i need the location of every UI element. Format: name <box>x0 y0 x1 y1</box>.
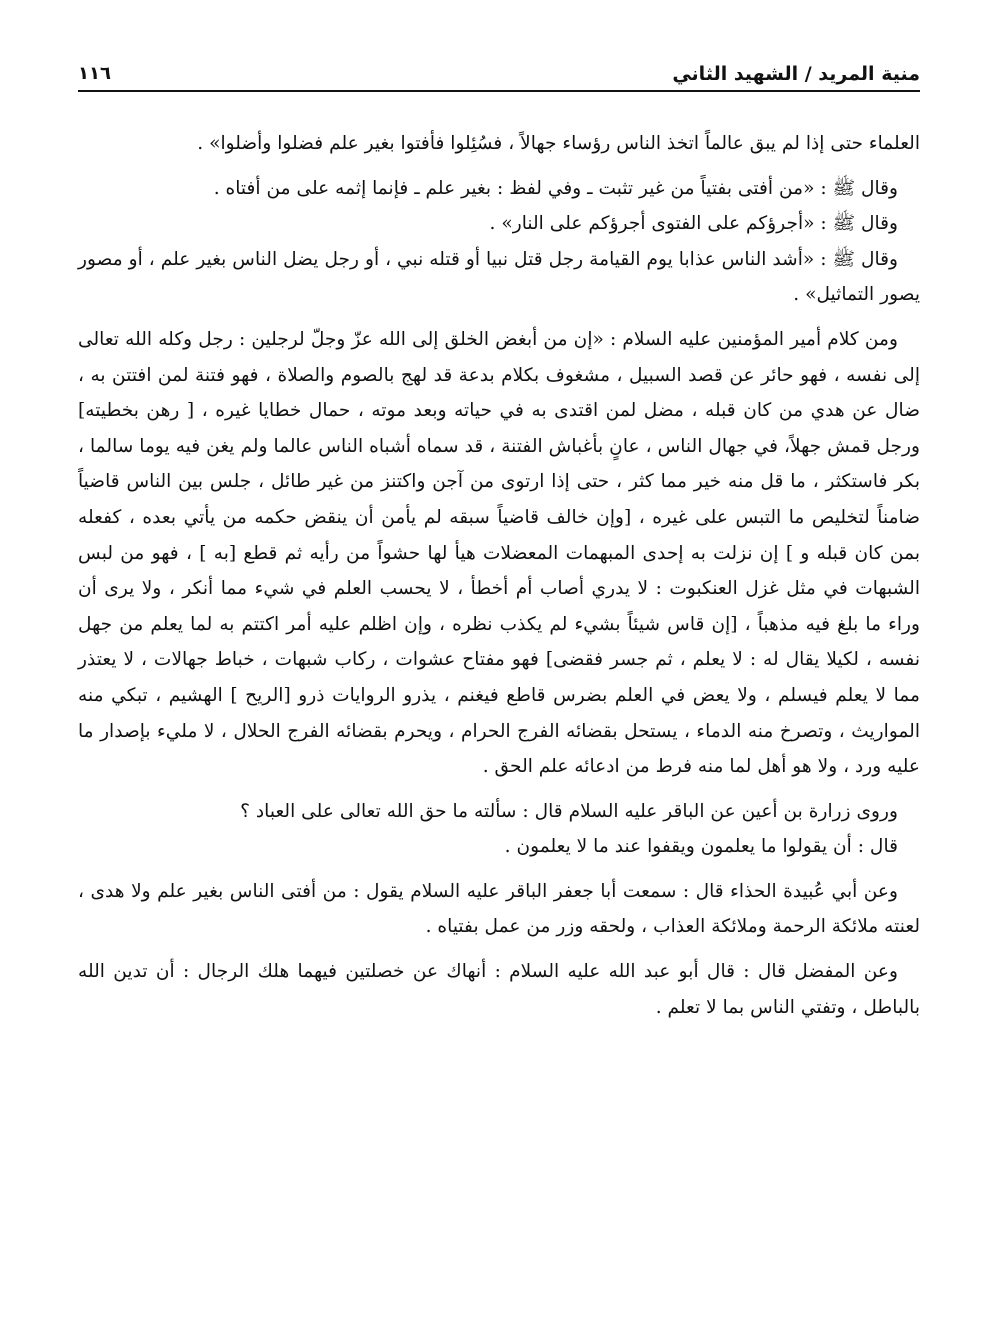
paragraph-6: وروى زرارة بن أعين عن الباقر عليه السلام قال : سألته ما حق الله تعالى على العباد ؟ <box>240 800 898 822</box>
paragraph-3: وقال ﷺ : «أجرؤكم على الفتوى أجرؤكم على النار» . <box>489 213 898 235</box>
page-header <box>78 58 920 92</box>
paragraph-5: ومن كلام أمير المؤمنين عليه السلام : «إن من أبغض الخلق إلى الله عزّ وجلّ لرجلين : رجل وكله الله تعالى إلى نفسه ، فهو حائر عن قصد السبيل ، مشغوف بكلام بدعة قد لهج بالصوم والصلاة ، فهو فتنة لمن افتتن به ، ضال عن هدي من كان قبله ، مضل لمن اقتدى به في حياته وبعد موته ، حمال خطايا غيره ، [ رهن بخطيته] ورجل قمش جهلاً، في جهال الناس ، عانٍ بأغباش الفتنة ، قد سماه أشباه الناس عالما ولم يغن فيه يوما سالما ، بكر فاستكثر ، ما قل منه خير مما كثر ، حتى إذا ارتوى من آجن واكتنز من غير طائل ، جلس بين الناس قاضياً ضامناً لتخليص ما التبس على غيره ، [وإن خالف قاضياً سبقه لم يأمن أن ينقض حكمه من يأتي بعده ، كفعله بمن كان قبله و ] إن نزلت به إحدى المبهمات المعضلات هيأ لها حشواً من رأيه ثم قطع [به ] ، فهو من لبس الشبهات في مثل غزل العنكبوت : لا يدري أصاب أم أخطأ ، لا يحسب العلم في شيء مما أنكر ، ولا يرى أن وراء ما بلغ فيه مذهباً ، [إن قاس شيئاً بشيء لم يكذب نظره ، وإن اظلم عليه أمر اكتتم به لما يعلم من جهل نفسه ، لكيلا يقال له : لا يعلم ، ثم جسر فقضى] فهو مفتاح عشوات ، ركاب شبهات ، خباط جهالات ، لا يعتذر مما لا يعلم فيسلم ، ولا يعض في العلم بضرس قاطع فيغنم ، يذرو الروايات ذرو [الريح ] الهشيم ، تبكي منه المواريث ، وتصرخ منه الدماء ، يستحل بقضائه الفرج الحرام ، ويحرم بقضائه الفرج الحلال ، لا مليء بإصدار ما عليه ورد ، ولا هو أهل لما منه فرط من ادعائه علم الحق . <box>78 328 920 778</box>
paragraph-7: قال : أن يقولوا ما يعلمون ويقفوا عند ما لا يعلمون . <box>504 836 898 858</box>
body-text <box>78 126 920 1025</box>
paragraph-4: وقال ﷺ : «أشد الناس عذابا يوم القيامة رجل قتل نبيا أو قتله نبي ، أو رجل يضل الناس بغير علم ، أو مصور يصور التماثيل» . <box>78 248 920 306</box>
paragraph-8: وعن أبي عُبيدة الحذاء قال : سمعت أبا جعفر الباقر عليه السلام يقول : من أفتى الناس بغير علم ولا هدى ، لعنته ملائكة الرحمة وملائكة العذاب ، ولحقه وزر من عمل بفتياه . <box>78 880 920 938</box>
running-title: منية المريد / الشهيد الثاني <box>672 63 920 85</box>
paragraph-9: وعن المفضل قال : قال أبو عبد الله عليه السلام : أنهاك عن خصلتين فيهما هلك الرجال : أن تدين الله بالباطل ، وتفتي الناس بما لا تعلم . <box>78 961 920 1018</box>
paragraph-1: العلماء حتى إذا لم يبق عالماً اتخذ الناس رؤساء جهالاً ، فسُئِلوا فأفتوا بغير علم فضلوا وأضلوا» . <box>197 133 920 154</box>
paragraph-2: وقال ﷺ : «من أفتى بفتياً من غير تثبت ـ وفي لفظ : بغير علم ـ فإنما إثمه على من أفتاه . <box>213 177 898 199</box>
page-number: ١١٦ <box>78 63 111 84</box>
